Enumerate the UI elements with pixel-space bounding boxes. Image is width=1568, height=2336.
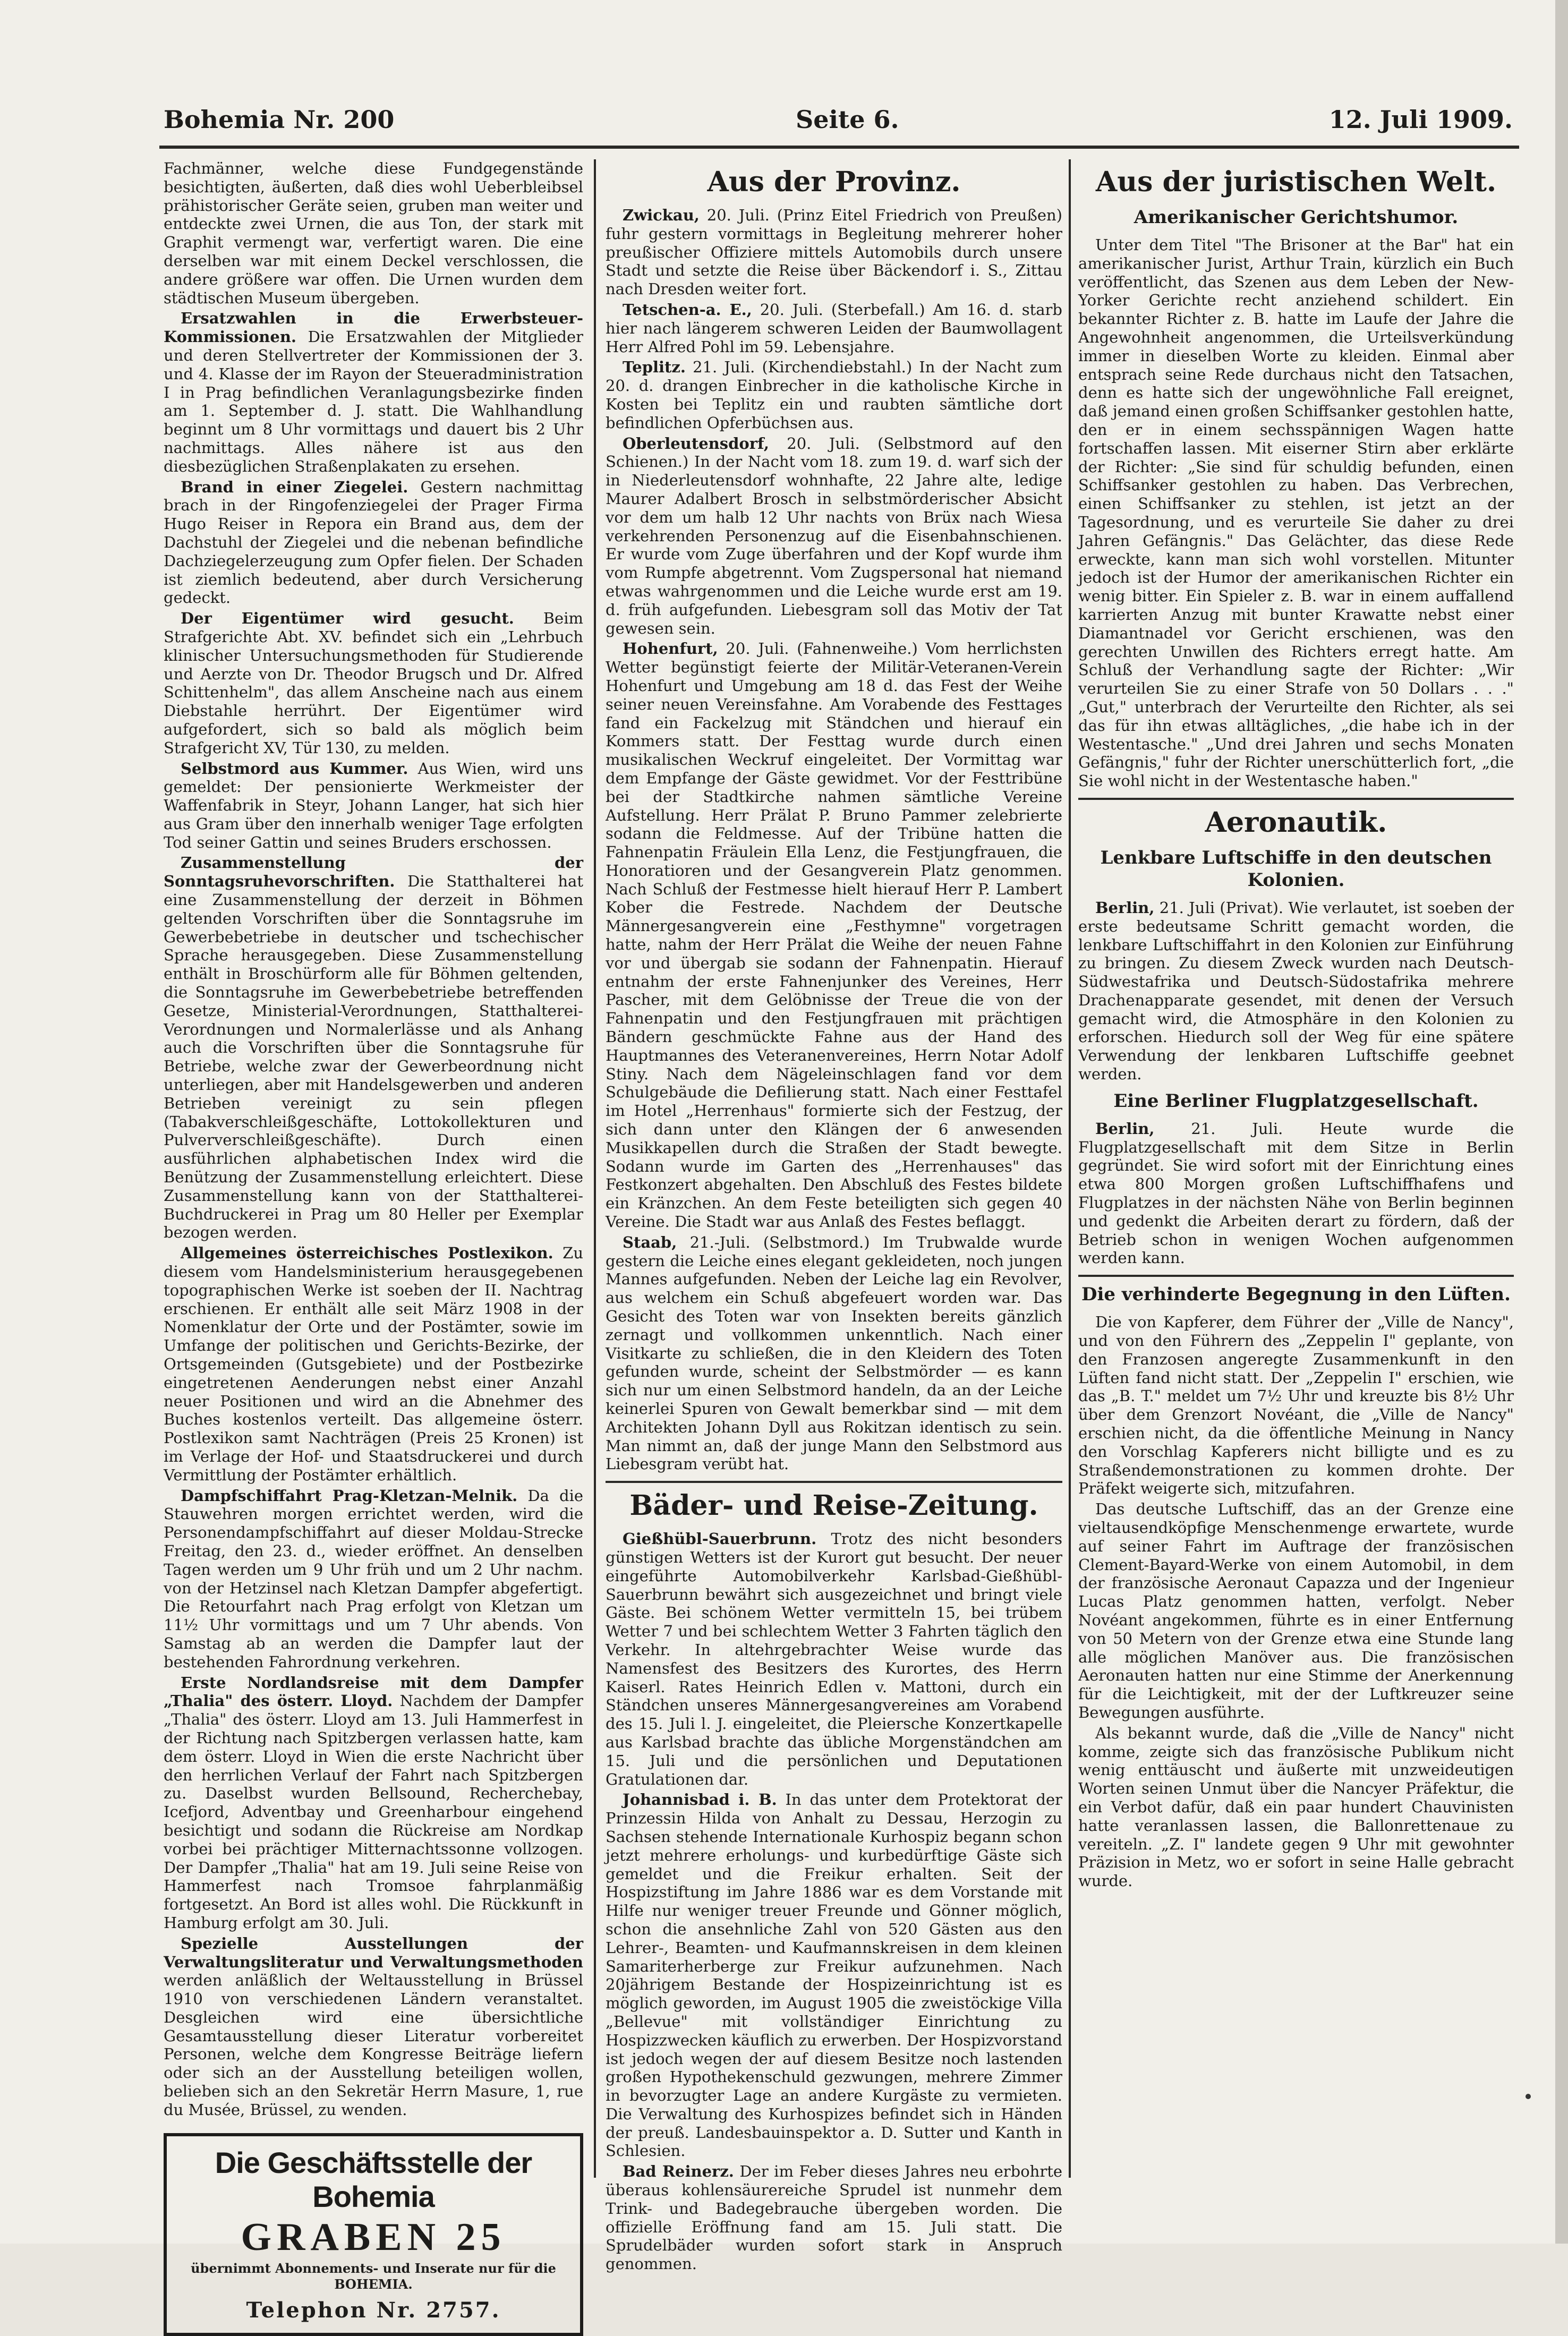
article-body: Zu diesem vom Handelsministerium herausgegebenen topographischen Werke ist soeben der II. Nachtrag erschienen. Er enthält alle seit März 1908 in der Nomenklatur der Orte und der Postämter, sowie im Umfange der politischen und Gerichts-Bezirke, der Ortsgemeinden (Gutsgebiete) und der Postbezirke eingetretenen Aenderungen nebst einer Anzahl neuer Positionen und wird an die Abnehmer des Buches kostenlos verteilt. Das allgemeine österr. Postlexikon samt Nachträgen (Preis 25 Kronen) ist im Verlage der Hof- und Staatsdruckerei und durch Vermittlung der Postämter erhältlich. bbox=[164, 1244, 583, 1484]
article-body: 21.-Juli. (Selbstmord.) Im Trubwalde wurde gestern die Leiche eines elegant gekleideten, noch jungen Mannes aufgefunden. Neben der Leiche lag ein Revolver, aus welchem ein Schuß abgefeuert worden war. Das Gesicht des Toten war von Insekten bereits gänzlich zernagt und vollkommen unkenntlich. Nach einer Visitkarte zu schließen, die in den Kleidern des Toten gefunden wurde, scheint der Selbstmörder — es kann sich nur um einen Selbstmord handeln, da an der Leiche keinerlei Spuren von Gewalt bemerkbar sind — mit dem Architekten Johann Dyll aus Rokitzan identisch zu sein. Man nimmt an, daß der junge Mann den Selbstmord aus Liebesgram verübt hat. bbox=[606, 1233, 1062, 1473]
article-ersatzwahlen bbox=[164, 309, 583, 475]
column-middle bbox=[606, 159, 1063, 2273]
article-body: Die Statthalterei hat eine Zusammenstellung der derzeit in Böhmen geltenden Vorschriften über die Sonntagsruhe im Gewerbebetriebe in deutscher und tschechischer Sprache herausgegeben. Diese Zusammenstellung enthält in Broschürform alle für Böhmen geltenden, die Sonntagsruhe im Gewerbebetriebe betreffenden Gesetze, Ministerial-Verordnungen, Statthalterei-Verordnungen und Normalerlässe und als Anhang auch die Vorschriften über die Sonntagsruhe für Betriebe, welche zwar der Gewerbeordnung nicht unterliegen, aber mit Handelsgewerben und anderen Betrieben vereinigt zu sein pflegen (Tabakverschleißgeschäfte, Lottokollekturen und Pulververschleißgeschäfte). Durch einen ausführlichen alphabetischen Index wird die Benützung der Zusammenstellung erleichtert. Diese Zusammenstellung kann von der Statthalterei-Buchdruckerei in Prag um 80 Heller per Exemplar bezogen werden. bbox=[164, 872, 583, 1242]
article-dampfschiffahrt bbox=[164, 1487, 583, 1672]
article-tetschen bbox=[606, 301, 1062, 356]
article-reinerz bbox=[606, 2162, 1062, 2273]
section-title-provinz: Aus der Provinz. bbox=[707, 166, 961, 198]
article-body: 20. Juli. (Prinz Eitel Friedrich von Preußen) fuhr gestern vormittags in Begleitung mehrerer hoher preußischer Offiziere mittels Automobils durch unsere Stadt und setzte die Reise über Bäckendorf i. S., Zittau nach Dresden weiter fort. bbox=[606, 206, 1063, 299]
article-body: 21. Juli (Privat). Wie verlautet, ist soeben der erste bedeutsame Schritt gemacht worden, die lenkbare Luftschiffahrt in den Kolonien zur Einführung zu bringen. Zu diesem Zweck wurden nach Deutsch-Südwestafrika und Deutsch-Südostafrika mehrere Drachenapparate gesendet, mit denen der Versuch gemacht wird, die Atmosphäre in den Kolonien zu erforschen. Hiedurch soll der Weg für eine spätere Verwendung der lenkbaren Luftschiffe geebnet werden. bbox=[1078, 898, 1514, 1084]
article-body: Nachdem der Dampfer „Thalia" des österr. Lloyd am 13. Juli Hammerfest in der Richtung nach Spitzbergen verlassen hatte, kam dem österr. Lloyd in Wien die erste Nachricht über den herrlichen Verlauf der Fahrt nach Spitzbergen zu. Daselbst wurden Bellsound, Recherchebay, Icefjord, Adventbay und Greenharbour eingehend besichtigt und sodann die Rückreise am Nordkap vorbei bei prächtiger Mitternachtssonne vollzogen. Der Dampfer „Thalia" hat am 19. Juli seine Reise von Hammerfest nach Tromsoe fahrplanmäßig fortgesetzt. An Bord ist alles wohl. Die Rückkunft in Hamburg erfolgt am 30. Juli. bbox=[164, 1692, 584, 1932]
article-body: 21. Juli. Heute wurde die Flugplatzgesellschaft mit dem Sitze in Berlin gegründet. Sie wird sofort mit der Einrichtung eines etwa 800 Morgen großen Luftschiffhafens und Flugplatzes in der nächsten Nähe von Berlin beginnen und gedenkt die Arbeiten derart zu fördern, daß der Betrieb schon in wenigen Wochen aufgenommen werden kann. bbox=[1078, 1119, 1514, 1267]
page-header bbox=[164, 105, 1513, 142]
column-left bbox=[164, 159, 584, 2323]
article-body: Trotz des nicht besonders günstigen Wetters ist der Kurort gut besucht. Der neuer eingeführte Automobilverkehr Karlsbad-Gießhübl-Sauerbrunn bewährt sich ausgezeichnet und bringt viele Gäste. Bei schönem Wetter vermitteln 15, bei trübem Wetter 7 und bei schlechtem Wetter 3 Fahrten täglich den Verkehr. In altehrgebrachter Weise wurde das Namensfest des Besitzers des Kurortes, des Herrn Kaiserl. Rates Heinrich Edlen v. Mattoni, durch ein Ständchen unseres Männergesangvereines am Vorabend des 15. Juli l. J. eingeleitet, die Pleiersche Konzertkapelle aus Karlsbad brachte das übliche Morgenständchen am 15. Juli und die persönlichen und Deputationen Gratulationen dar. bbox=[606, 1530, 1063, 1788]
article-body: Die Ersatzwahlen der Mitglieder und deren Stellvertreter der Kommissionen der 3. und 4. Klasse der im Rayon der Steueradministration I in Prag befindlichen Veranlagungsbezirke finden am 1. September d. J. statt. Die Wahlhandlung beginnt um 8 Uhr vormittags und dauert bis 2 Uhr nachmittags. Alles nähere ist aus den diesbezüglichen Straßenplakaten zu ersehen. bbox=[164, 328, 583, 475]
article-headline: Ersatzwahlen in die Erwerbsteuer-Kommissionen. bbox=[164, 309, 583, 346]
article-headline: Staab, bbox=[623, 1233, 677, 1251]
ad-title: Die Geschäftsstelle der Bohemia bbox=[215, 2145, 532, 2213]
article-zwickau bbox=[606, 206, 1062, 299]
scan-speck bbox=[1526, 2094, 1531, 2099]
article-headline: Allgemeines österreichisches Postlexikon. bbox=[181, 1244, 553, 1263]
ad-address: GRABEN 25 bbox=[241, 2215, 506, 2259]
column-right bbox=[1078, 159, 1514, 2220]
article-headline: Brand in einer Ziegelei. bbox=[181, 478, 408, 496]
page-number: Seite 6. bbox=[796, 105, 899, 134]
article-selbstmord bbox=[164, 760, 583, 852]
article-postlexikon bbox=[164, 1244, 583, 1484]
subsection-title-begegnung: Die verhinderte Begegnung in den Lüften. bbox=[1081, 1284, 1511, 1306]
article-headline: Zwickau, bbox=[623, 206, 700, 224]
article-begegnung-3: Als bekannt wurde, daß die „Ville de Nancy" nicht komme, zeigte sich das französische Publikum nicht wenig enttäuscht und äußerte mit unzweideutigen Worten seinen Unmut über die Nancyer Präfektur, die ein Verbot dafür, daß ein paar hundert Chauvinisten hatte veranlassen lassen, die Ballonrettenaue zu vereiteln. „Z. I" landete gegen 9 Uhr mit gewohnter Präzision in Metz, wo er sofort in seine Halle gebracht wurde. bbox=[1078, 1724, 1514, 1890]
article-nordlandsreise bbox=[164, 1674, 583, 1932]
issue-date: 12. Juli 1909. bbox=[1328, 105, 1513, 134]
column-rule-2 bbox=[1069, 159, 1071, 2178]
article-body: In das unter dem Protektorat der Prinzessin Hilda von Anhalt zu Dessau, Herzogin zu Sachsen stehende Internationale Kurhospiz begann schon jetzt mehrere erholungs- und kurbedürftige Gäste sich gemeldet und die Freikur erhalten. Seit der Hospizstiftung im Jahre 1886 war es dem Vorstande mit Hilfe nur weniger treuer Freunde und Gönner möglich, schon die ansehnliche Zahl von 520 Gästen aus den Lehrer-, Beamten- und Kaufmannskreisen in dem kleinen Samariterherberge zur Freikur aufzunehmen. Nach 20jährigem Bestande der Hospizeinrichtung ist es möglich geworden, im August 1905 die zweistöckige Villa „Bellevue" mit vollständiger Einrichtung zu Hospizzwecken käuflich zu erwerben. Der Hospizvorstand ist jedoch wegen der auf diesem Besitze noch lastenden großen Hypothekenschuld gezwungen, mehrere Zimmer in bevorzugter Lage an andere Kurgäste zu vermieten. Die Verwaltung des Kurhospizes befindet sich in Händen der preuß. Landesbauinspektor a. D. Sutter und Kanth in Schlesien. bbox=[606, 1791, 1063, 2160]
section-divider bbox=[1078, 1275, 1514, 1277]
article-headline: Gießhübl-Sauerbrunn. bbox=[623, 1530, 817, 1548]
article-body: 20. Juli. (Fahnenweihe.) Vom herrlichsten Wetter begünstigt feierte der Militär-Veteranen-Verein Hohenfurt und Umgebung am 18 d. das Fest der Weihe seiner neuen Vereinsfahne. Am Vorabende des Festtages fand ein Fackelzug mit Ständchen und hierauf ein Kommers statt. Der Festtag wurde durch einen musikalischen Weckruf eingeleitet. Der Vormittag war dem Empfange der Gäste gewidmet. Vor der Festtribüne bei der Stadtkirche nahmen sämtliche Vereine Aufstellung. Herr Prälat P. Bruno Pammer zelebrierte sodann die Feldmesse. Auf der Tribüne hatten die Fahnenpatin Fräulein Ella Lenz, die Festjungfrauen, die Honoratioren und der Gesangverein Platz genommen. Nach Schluß der Festmesse hielt hierauf Herr P. Lambert Kober die Festrede. Nachdem der Deutsche Männergesangverein eine „Festhymne" vorgetragen hatte, nahm der Herr Prälat die Weihe der neuen Fahne vor und übergab sie sodann der Fahnenpatin. Hierauf entnahm der erste Fahnenjunker des Vereines, Herr Pascher, mit dem Gelöbnisse der Treue die von der Fahnenpatin und den Festjungfrauen mit prächtigen Bändern geschmückte Fahne aus der Hand des Hauptmannes des Veteranenvereines, Herrn Notar Adolf Stiny. Nach dem Nägeleinschlagen fand vor dem Schulgebäude die Defilierung statt. Nach einer Festtafel im Hotel „Herrenhaus" formierte sich der Festzug, der sich dann unter den Klängen der 6 anwesenden Musikkapellen durch die Straßen der Stadt bewegte. Sodann wurde im Garten des „Herrenhauses" das Festkonzert abgehalten. Den Abschluß des Festes bildete ein Kränzchen. An dem Feste beteiligten sich gegen 40 Vereine. Die Stadt war aus Anlaß des Festes beflaggt. bbox=[606, 640, 1063, 1231]
subsection-title-luftschiffe: Lenkbare Luftschiffe in den deutschen Kolonien. bbox=[1100, 847, 1492, 891]
article-body: 20. Juli. (Selbstmord auf den Schienen.) In der Nacht vom 18. zum 19. d. warf sich der in Niederleutensdorf wohnhafte, 22 Jahre alte, ledige Maurer Adalbert Brosch in selbstmörderischer Absicht vor dem um halb 12 Uhr nachts von Brüx nach Wiesa verkehrenden Personenzug auf die Eisenbahnschienen. Er wurde vom Zuge überfahren und der Kopf wurde ihm vom Rumpfe abgetrennt. Vom Zugspersonal hat niemand etwas wahrgenommen und die Leiche wurde erst am 19. d. früh aufgefunden. Liebesgram soll das Motiv der Tat gewesen sein. bbox=[606, 434, 1062, 637]
article-body: werden anläßlich der Weltausstellung in Brüssel 1910 von verschiedenen Ländern veranstaltet. Desgleichen wird eine übersichtliche Gesamtausstellung dieser Literatur vorbereitet Personen, welche dem Kongresse Beiträge liefern oder sich an der Ausstellung beteiligen wollen, belieben sich an den Sekretär Herrn Masure, 1, rue du Musée, Brüssel, zu wenden. bbox=[164, 1971, 583, 2119]
advertisement-box bbox=[164, 2133, 583, 2336]
article-headline: Tetschen-a. E., bbox=[623, 300, 752, 319]
article-body: Gestern nachmittag brach in der Ringofenziegelei der Prager Firma Hugo Reiser in Repora ein Brand aus, dem der Dachstuhl der Ziegelei und die nebenan befindliche Dachziegelerzeugung zum Opfer fielen. Der Schaden ist ziemlich bedeutend, aber durch Versicherung gedeckt. bbox=[164, 478, 583, 607]
article-finds: Fachmänner, welche diese Fundgegenstände besichtigten, äußerten, daß dies wohl Ueberbleibsel prähistorischer Geräte seien, gruben man weiter und entdeckte zwei Urnen, die aus Ton, der stark mit Graphit vermengt war, verfertigt waren. Die eine derselben war mit einem Deckel verschlossen, die andere größere war offen. Die Urnen wurden dem städtischen Museum übergeben. bbox=[164, 159, 583, 307]
article-staab bbox=[606, 1233, 1062, 1473]
paper-issue: Bohemia Nr. 200 bbox=[164, 105, 395, 134]
column-rule-1 bbox=[594, 159, 596, 2178]
article-begegnung-2: Das deutsche Luftschiff, das an der Grenze eine vieltausendköpfige Menschenmenge erwartete, wurde auf seiner Fahrt im Auftrage der französischen Clement-Bayard-Werke von einem Automobil, in dem der französische Aeronaut Capazza und der Ingenieur Lucas Platz genommen hatten, verfolgt. Neber Novéant angekommen, führte es in einer Entfernung von 50 Metern von der Grenze etwa eine Stunde lang alle möglichen Manöver aus. Die französischen Aeronauten hatten nur eine Stimme der Anerkennung für die Leichtigkeit, mit der der Luftkreuzer seine Bewegungen ausführte. bbox=[1078, 1500, 1514, 1721]
article-headline: Hohenfurt, bbox=[623, 640, 718, 658]
article-teplitz bbox=[606, 358, 1062, 432]
ad-note: übernimmt Abonnements- und Inserate nur für die BOHEMIA. bbox=[191, 2260, 556, 2292]
section-title-juristische-welt: Aus der juristischen Welt. bbox=[1095, 166, 1497, 198]
article-body: 20. Juli. (Sterbefall.) Am 16. d. starb hier nach längerem schweren Leiden der Baumwollagent Herr Alfred Pohl im 59. Lebensjahre. bbox=[606, 300, 1062, 356]
article-body: 21. Juli. (Kirchendiebstahl.) In der Nacht zum 20. d. drangen Einbrecher in die katholische Kirche in Kosten bei Teplitz ein und raubten sämtliche dort befindlichen Opferbüchsen aus. bbox=[606, 358, 1062, 432]
article-begegnung-1: Die von Kapferer, dem Führer der „Ville de Nancy", und von den Führern des „Zeppelin I" geplante, von den Franzosen angeregte Zusammenkunft in den Lüften fand nicht statt. Der „Zeppelin I" erschien, wie das „B. T." meldet um 7½ Uhr und kreuzte bis 8½ Uhr über dem Grenzort Novéant, die „Ville de Nancy" erschien nicht, da die öffentliche Meinung in Nancy den Vorschlag Kapferers nicht billigte und es zu Straßendemonstrationen zu kommen drohte. Der Präfekt weigerte sich, mitzufahren. bbox=[1078, 1313, 1514, 1498]
article-ausstellungen bbox=[164, 1934, 583, 2119]
section-title-baeder: Bäder- und Reise-Zeitung. bbox=[629, 1489, 1038, 1522]
section-title-aeronautik: Aeronautik. bbox=[1205, 806, 1387, 839]
section-divider bbox=[606, 1481, 1062, 1483]
article-gerichtshumor: Unter dem Titel "The Brisoner at the Bar" hat ein amerikanischer Jurist, Arthur Train, kürzlich ein Buch veröffentlicht, das Szenen aus dem Leben der New-Yorker Gerichte recht anziehend schildert. Ein bekannter Richter z. B. hatte im Laufe der Jahre die Angewohnheit angenommen, die Urteilsverkündung immer in dieselben Worte zu kleiden. Einmal aber entsprach seine Rede durchaus nicht den Tatsachen, denn es hatte sich der ungewöhnliche Fall ereignet, daß jemand einen großen Schiffsanker gestohlen hatte, den er in einem sechsspännigen Wagen hatte fortschaffen lassen. Mit eiserner Stirn aber erklärte der Richter: „Sie sind für schuldig befunden, einen Schiffsanker gestohlen zu haben. Das Verbrechen, einen Schiffsanker zu stehlen, ist jetzt an der Tagesordnung, und es verurteile Sie daher zu drei Jahren Gefängnis." Das Gelächter, das diese Rede erweckte, kann man sich wohl vorstellen. Mitunter jedoch ist der Humor der amerikanischen Richter ein wenig bitter. Ein Spieler z. B. war in einem auffallend karrierten Anzug mit bunter Krawatte nebst einer Diamantnadel vor Gericht erschienen, was den gerechten Unwillen des Richters erregt hatte. Am Schluß der Verhandlung sagte der Richter: „Wir verurteilen Sie zu einer Strafe von 50 Dollars . . ." „Gut," unterbrach der Verurteilte den Richter, als sei das für ihn etwas alltägliches, „die habe ich in der Westentasche." „Und drei Jahren und sechs Monaten Gefängnis," fuhr der Richter unerschütterlich fort, „die Sie wohl nicht in der Westentasche haben." bbox=[1078, 236, 1514, 790]
article-flugplatz bbox=[1078, 1120, 1514, 1267]
article-headline: Berlin, bbox=[1095, 1119, 1155, 1138]
article-headline: Erste Nordlandsreise mit dem Dampfer „Thalia" des österr. Lloyd. bbox=[164, 1673, 583, 1710]
article-brand bbox=[164, 478, 583, 608]
article-johannisbad bbox=[606, 1791, 1062, 2160]
article-headline: Der Eigentümer wird gesucht. bbox=[181, 609, 514, 628]
article-headline: Selbstmord aus Kummer. bbox=[181, 759, 408, 778]
section-divider bbox=[1078, 798, 1514, 800]
article-eigentuemer bbox=[164, 609, 583, 757]
page-edge bbox=[1555, 0, 1568, 2244]
article-headline: Dampfschiffahrt Prag-Kletzan-Melnik. bbox=[181, 1486, 518, 1505]
article-sonntagsruhe bbox=[164, 854, 583, 1242]
subsection-title-gerichtshumor: Amerikanischer Gerichtshumor. bbox=[1134, 207, 1459, 228]
article-headline: Teplitz. bbox=[623, 358, 686, 377]
article-headline: Zusammenstellung der Sonntagsruhevorschriften. bbox=[164, 854, 583, 891]
article-body: Beim Strafgerichte Abt. XV. befindet sich ein „Lehrbuch klinischer Untersuchungsmethoden für Studierende und Aerzte von Dr. Theodor Brugsch und Dr. Alfred Schittenhelm", das allem Anscheine nach aus einem Diebstahle herrührt. Der Eigentümer wird aufgefordert, sich so bald als möglich beim Strafgericht XV, Tür 130, zu melden. bbox=[164, 609, 583, 757]
article-headline: Berlin, bbox=[1095, 898, 1155, 917]
ad-telephone: Telephon Nr. 2757. bbox=[246, 2297, 501, 2323]
header-rule bbox=[159, 146, 1519, 149]
article-headline: Bad Reinerz. bbox=[623, 2162, 734, 2181]
article-body: Aus Wien, wird uns gemeldet: Der pensionierte Werkmeister der Waffenfabrik in Steyr, Johann Langer, hat sich hier aus Gram über den innerhalb weniger Tage erfolgten Tod seiner Gattin und seines Bruders erschossen. bbox=[164, 759, 584, 851]
article-hohenfurt bbox=[606, 640, 1062, 1231]
article-giesshuebl bbox=[606, 1530, 1062, 1788]
article-headline: Oberleutensdorf, bbox=[623, 434, 769, 453]
article-body: Der im Feber dieses Jahres neu erbohrte überaus kohlensäurereiche Sprudel ist nunmehr dem Trink- und Badegebrauche übergeben worden. Die offizielle Eröffnung fand am 15. Juli statt. Die Sprudelbäder wurden sofort stark in Anspruch genommen. bbox=[606, 2162, 1063, 2273]
article-kolonien bbox=[1078, 899, 1514, 1084]
subsection-title-flugplatz: Eine Berliner Flugplatzgesellschaft. bbox=[1113, 1090, 1479, 1112]
article-oberleutensdorf bbox=[606, 434, 1062, 638]
article-headline: Johannisbad i. B. bbox=[623, 1791, 777, 1809]
article-headline: Spezielle Ausstellungen der Verwaltungsliteratur und Verwaltungsmethoden bbox=[164, 1934, 583, 1971]
article-body: Da die Stauwehren morgen errichtet werden, wird die Personendampfschiffahrt auf dieser Moldau-Strecke Freitag, den 23. d., wieder eröffnet. An denselben Tagen werden um 9 Uhr früh und um 2 Uhr nachm. von der Hetzinsel nach Kletzan Dampfer abgefertigt. Die Retourfahrt nach Prag erfolgt von Kletzan um 11½ Uhr vormittags und um 7 Uhr abends. Von Samstag ab an werden die Dampfer laut der bestehenden Fahrordnung verkehren. bbox=[164, 1486, 584, 1671]
